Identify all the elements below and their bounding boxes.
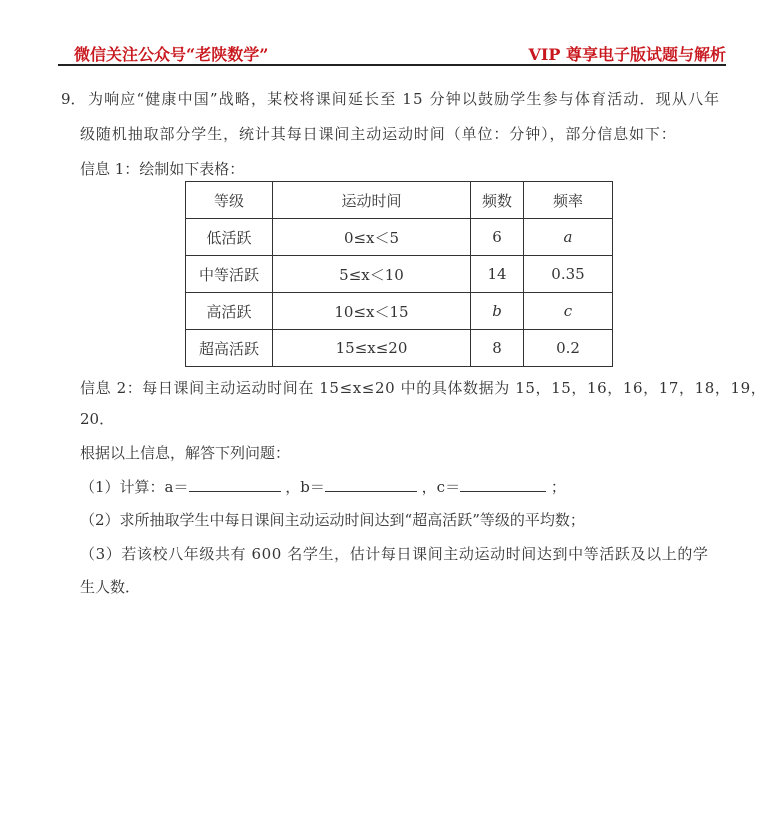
table-cell-level: 低活跃 — [186, 219, 273, 256]
table-cell-rate: 0.2 — [524, 330, 613, 367]
table-cell-rate: a — [524, 219, 613, 256]
info2-line2: 20． — [80, 410, 115, 428]
table-cell-time: 15≤x≤20 — [273, 330, 471, 367]
table-row — [186, 219, 613, 256]
table-cell-freq: 14 — [471, 256, 524, 293]
part1-a-label: a＝ — [164, 478, 189, 496]
frequency-table — [185, 181, 613, 367]
part1 — [80, 477, 566, 497]
table-cell-time: 5≤x＜10 — [273, 256, 471, 293]
answer-prompt: 根据以上信息，解答下列问题： — [80, 444, 291, 462]
table-cell-freq: 8 — [471, 330, 524, 367]
table-cell-time: 0≤x＜5 — [273, 219, 471, 256]
table-cell-level: 中等活跃 — [186, 256, 273, 293]
header-divider — [58, 64, 726, 66]
table-header-cell: 运动时间 — [273, 182, 471, 219]
part1-end: ； — [550, 478, 566, 496]
info1-label: 信息 1：绘制如下表格： — [80, 160, 245, 178]
question-stem-line1: 为响应“健康中国”战略，某校将课间延长至 15 分钟以鼓励学生参与体育活动．现从八年 — [88, 90, 721, 108]
table-row — [186, 293, 613, 330]
question-stem-line2: 级随机抽取部分学生，统计其每日课间主动运动时间（单位：分钟），部分信息如下： — [80, 125, 677, 143]
page-header — [58, 40, 726, 64]
part1-c-label: ，c＝ — [421, 478, 461, 496]
table-row — [186, 330, 613, 367]
table-cell-level: 高活跃 — [186, 293, 273, 330]
question-number: 9． — [61, 90, 86, 108]
table-header-cell: 频数 — [471, 182, 524, 219]
table-cell-freq: 6 — [471, 219, 524, 256]
header-left-text: 微信关注公众号“老陕数学” — [74, 45, 269, 64]
table-header-row — [186, 182, 613, 219]
table-cell-freq: b — [471, 293, 524, 330]
table-cell-time: 10≤x＜15 — [273, 293, 471, 330]
info2-line1: 信息 2：每日课间主动运动时间在 15≤x≤20 中的具体数据为 15，15，16，16，17，18，19， — [80, 379, 767, 397]
part3-line1: （3）若该校八年级共有 600 名学生，估计每日课间主动运动时间达到中等活跃及以上的学 — [80, 545, 709, 563]
part2: （2）求所抽取学生中每日课间主动运动时间达到“超高活跃”等级的平均数； — [80, 511, 585, 529]
table-cell-level: 超高活跃 — [186, 330, 273, 367]
table-cell-rate: 0.35 — [524, 256, 613, 293]
answer-blank-c[interactable] — [460, 477, 546, 492]
table-header-cell: 频率 — [524, 182, 613, 219]
answer-blank-a[interactable] — [189, 477, 281, 492]
answer-blank-b[interactable] — [325, 477, 417, 492]
part1-prefix: （1）计算： — [80, 478, 165, 496]
part1-b-label: ，b＝ — [285, 478, 325, 496]
table-cell-rate: c — [524, 293, 613, 330]
table-row — [186, 256, 613, 293]
part3-line2: 生人数． — [80, 578, 141, 596]
table-header-cell: 等级 — [186, 182, 273, 219]
header-right-text: VIP 尊享电子版试题与解析 — [528, 45, 726, 64]
